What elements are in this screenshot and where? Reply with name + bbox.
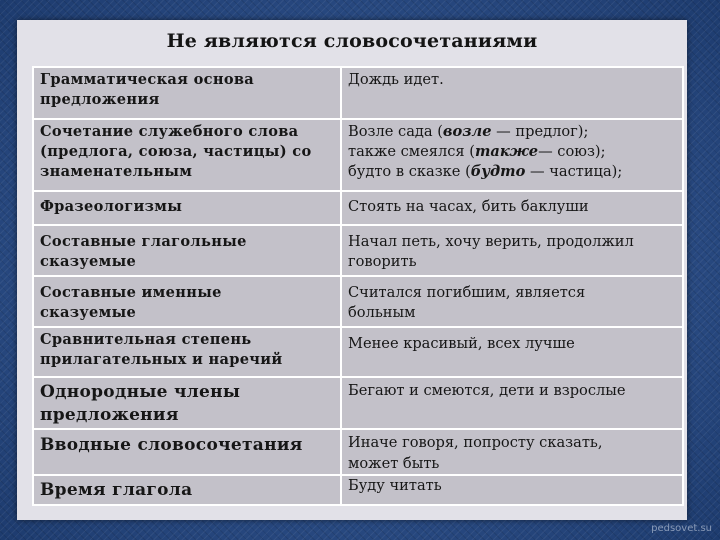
row-label: Фразеологизмы — [33, 191, 341, 225]
table-row — [33, 191, 683, 225]
row-example: Возле сада (возле — предлог); также смеялся (также— союз); будто в сказке (будто — частица); — [341, 119, 683, 191]
row-label: Сравнительная степень прилагательных и наречий — [33, 327, 341, 377]
table-row — [33, 67, 683, 119]
row-example: Бегают и смеются, дети и взрослые — [341, 377, 683, 429]
phrases-table — [32, 66, 684, 506]
table-row — [33, 377, 683, 429]
row-label: Грамматическая основа предложения — [33, 67, 341, 119]
row-label: Составные именные сказуемые — [33, 276, 341, 327]
row-example: Стоять на часах, бить баклуши — [341, 191, 683, 225]
row-label: Вводные словосочетания — [33, 429, 341, 475]
row-example: Иначе говоря, попросту сказать, может быть — [341, 429, 683, 475]
row-example: Буду читать — [341, 475, 683, 505]
row-label: Время глагола — [33, 475, 341, 505]
row-example: Менее красивый, всех лучше — [341, 327, 683, 377]
table-row — [33, 276, 683, 327]
row-label: Сочетание служебного слова (предлога, союза, частицы) со знаменательным — [33, 119, 341, 191]
watermark: pedsovet.su — [651, 523, 712, 534]
table-row — [33, 119, 683, 191]
table-row — [33, 429, 683, 475]
table-row — [33, 225, 683, 276]
row-label: Составные глагольные сказуемые — [33, 225, 341, 276]
row-example: Считался погибшим, является больным — [341, 276, 683, 327]
table-row — [33, 327, 683, 377]
row-label: Однородные члены предложения — [33, 377, 341, 429]
row-example: Дождь идет. — [341, 67, 683, 119]
table-row — [33, 475, 683, 505]
page-title: Не являются словосочетаниями — [166, 30, 538, 52]
row-example: Начал петь, хочу верить, продолжил говорить — [341, 225, 683, 276]
